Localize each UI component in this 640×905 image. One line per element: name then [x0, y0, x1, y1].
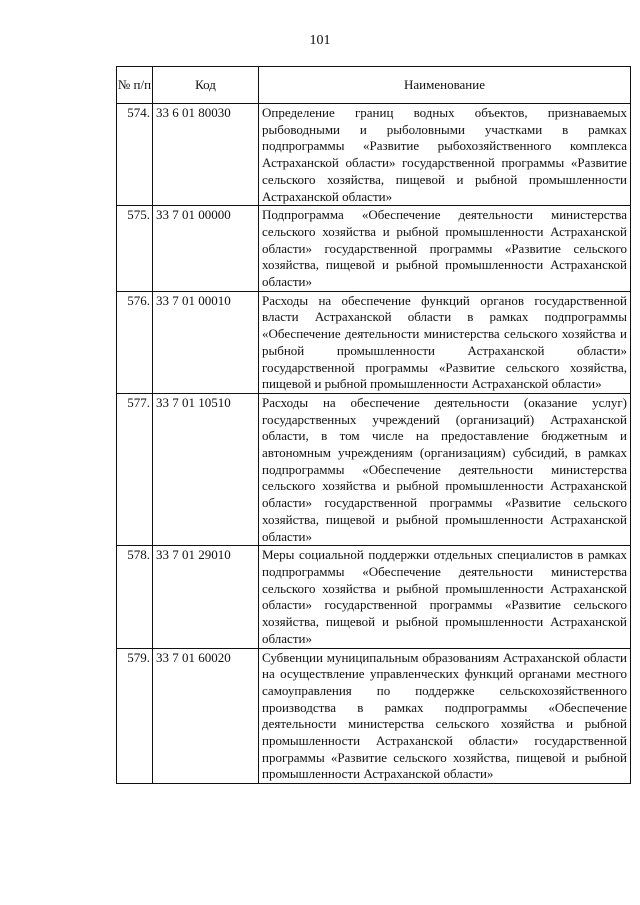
row-number: 577.	[117, 393, 153, 545]
table-row	[117, 648, 631, 784]
row-code: 33 6 01 80030	[153, 104, 259, 206]
table-row	[117, 291, 631, 393]
header-code: Код	[153, 67, 259, 104]
row-name: Определение границ водных объектов, признаваемых рыбоводными и рыболовными участками в рамках подпрограммы «Развитие рыбохозяйственного комплекса Астраханской области» государственной программы «Развитие сельского хозяйства, пищевой и рыбной промышленности Астраханской области»	[259, 104, 631, 206]
table-header-row	[117, 67, 631, 104]
header-name: Наименование	[259, 67, 631, 104]
row-code: 33 7 01 60020	[153, 648, 259, 784]
budget-codes-table	[116, 66, 631, 784]
row-name: Субвенции муниципальным образованиям Астраханской области на осуществление управленческих функций органами местного самоуправления по поддержке сельскохозяйственного производства в рамках подпрограммы «Обеспечение деятельности министерства сельского хозяйства и рыбной промышленности Астраханской области» государственной программы «Развитие сельского хозяйства, пищевой и рыбной промышленности Астраханской области»	[259, 648, 631, 784]
table-row	[117, 546, 631, 648]
table-row	[117, 206, 631, 292]
row-number: 578.	[117, 546, 153, 648]
row-name: Подпрограмма «Обеспечение деятельности министерства сельского хозяйства и рыбной промышленности Астраханской области» государственной программы «Развитие сельского хозяйства, пищевой и рыбной промышленности Астраханской области»	[259, 206, 631, 292]
header-number: № п/п	[117, 67, 153, 104]
table-row	[117, 104, 631, 206]
row-code: 33 7 01 00010	[153, 291, 259, 393]
row-code: 33 7 01 00000	[153, 206, 259, 292]
row-number: 579.	[117, 648, 153, 784]
row-code: 33 7 01 10510	[153, 393, 259, 545]
row-name: Расходы на обеспечение функций органов государственной власти Астраханской области в рамках подпрограммы «Обеспечение деятельности министерства сельского хозяйства и рыбной промышленности Астраханской области» государственной программы «Развитие сельского хозяйства, пищевой и рыбной промышленности Астраханской области»	[259, 291, 631, 393]
row-name: Меры социальной поддержки отдельных специалистов в рамках подпрограммы «Обеспечение деятельности министерства сельского хозяйства и рыбной промышленности Астраханской области» государственной программы «Развитие сельского хозяйства, пищевой и рыбной промышленности Астраханской области»	[259, 546, 631, 648]
row-number: 574.	[117, 104, 153, 206]
row-number: 575.	[117, 206, 153, 292]
row-name: Расходы на обеспечение деятельности (оказание услуг) государственных учреждений (организаций) Астраханской области, в том числе на предоставление бюджетным и автономным учреждениям (организациям) субсидий, в рамках подпрограммы «Обеспечение деятельности министерства сельского хозяйства и рыбной промышленности Астраханской области» государственной программы «Развитие сельского хозяйства, пищевой и рыбной промышленности Астраханской области»	[259, 393, 631, 545]
table-row	[117, 393, 631, 545]
row-number: 576.	[117, 291, 153, 393]
page-number: 101	[309, 33, 331, 48]
row-code: 33 7 01 29010	[153, 546, 259, 648]
